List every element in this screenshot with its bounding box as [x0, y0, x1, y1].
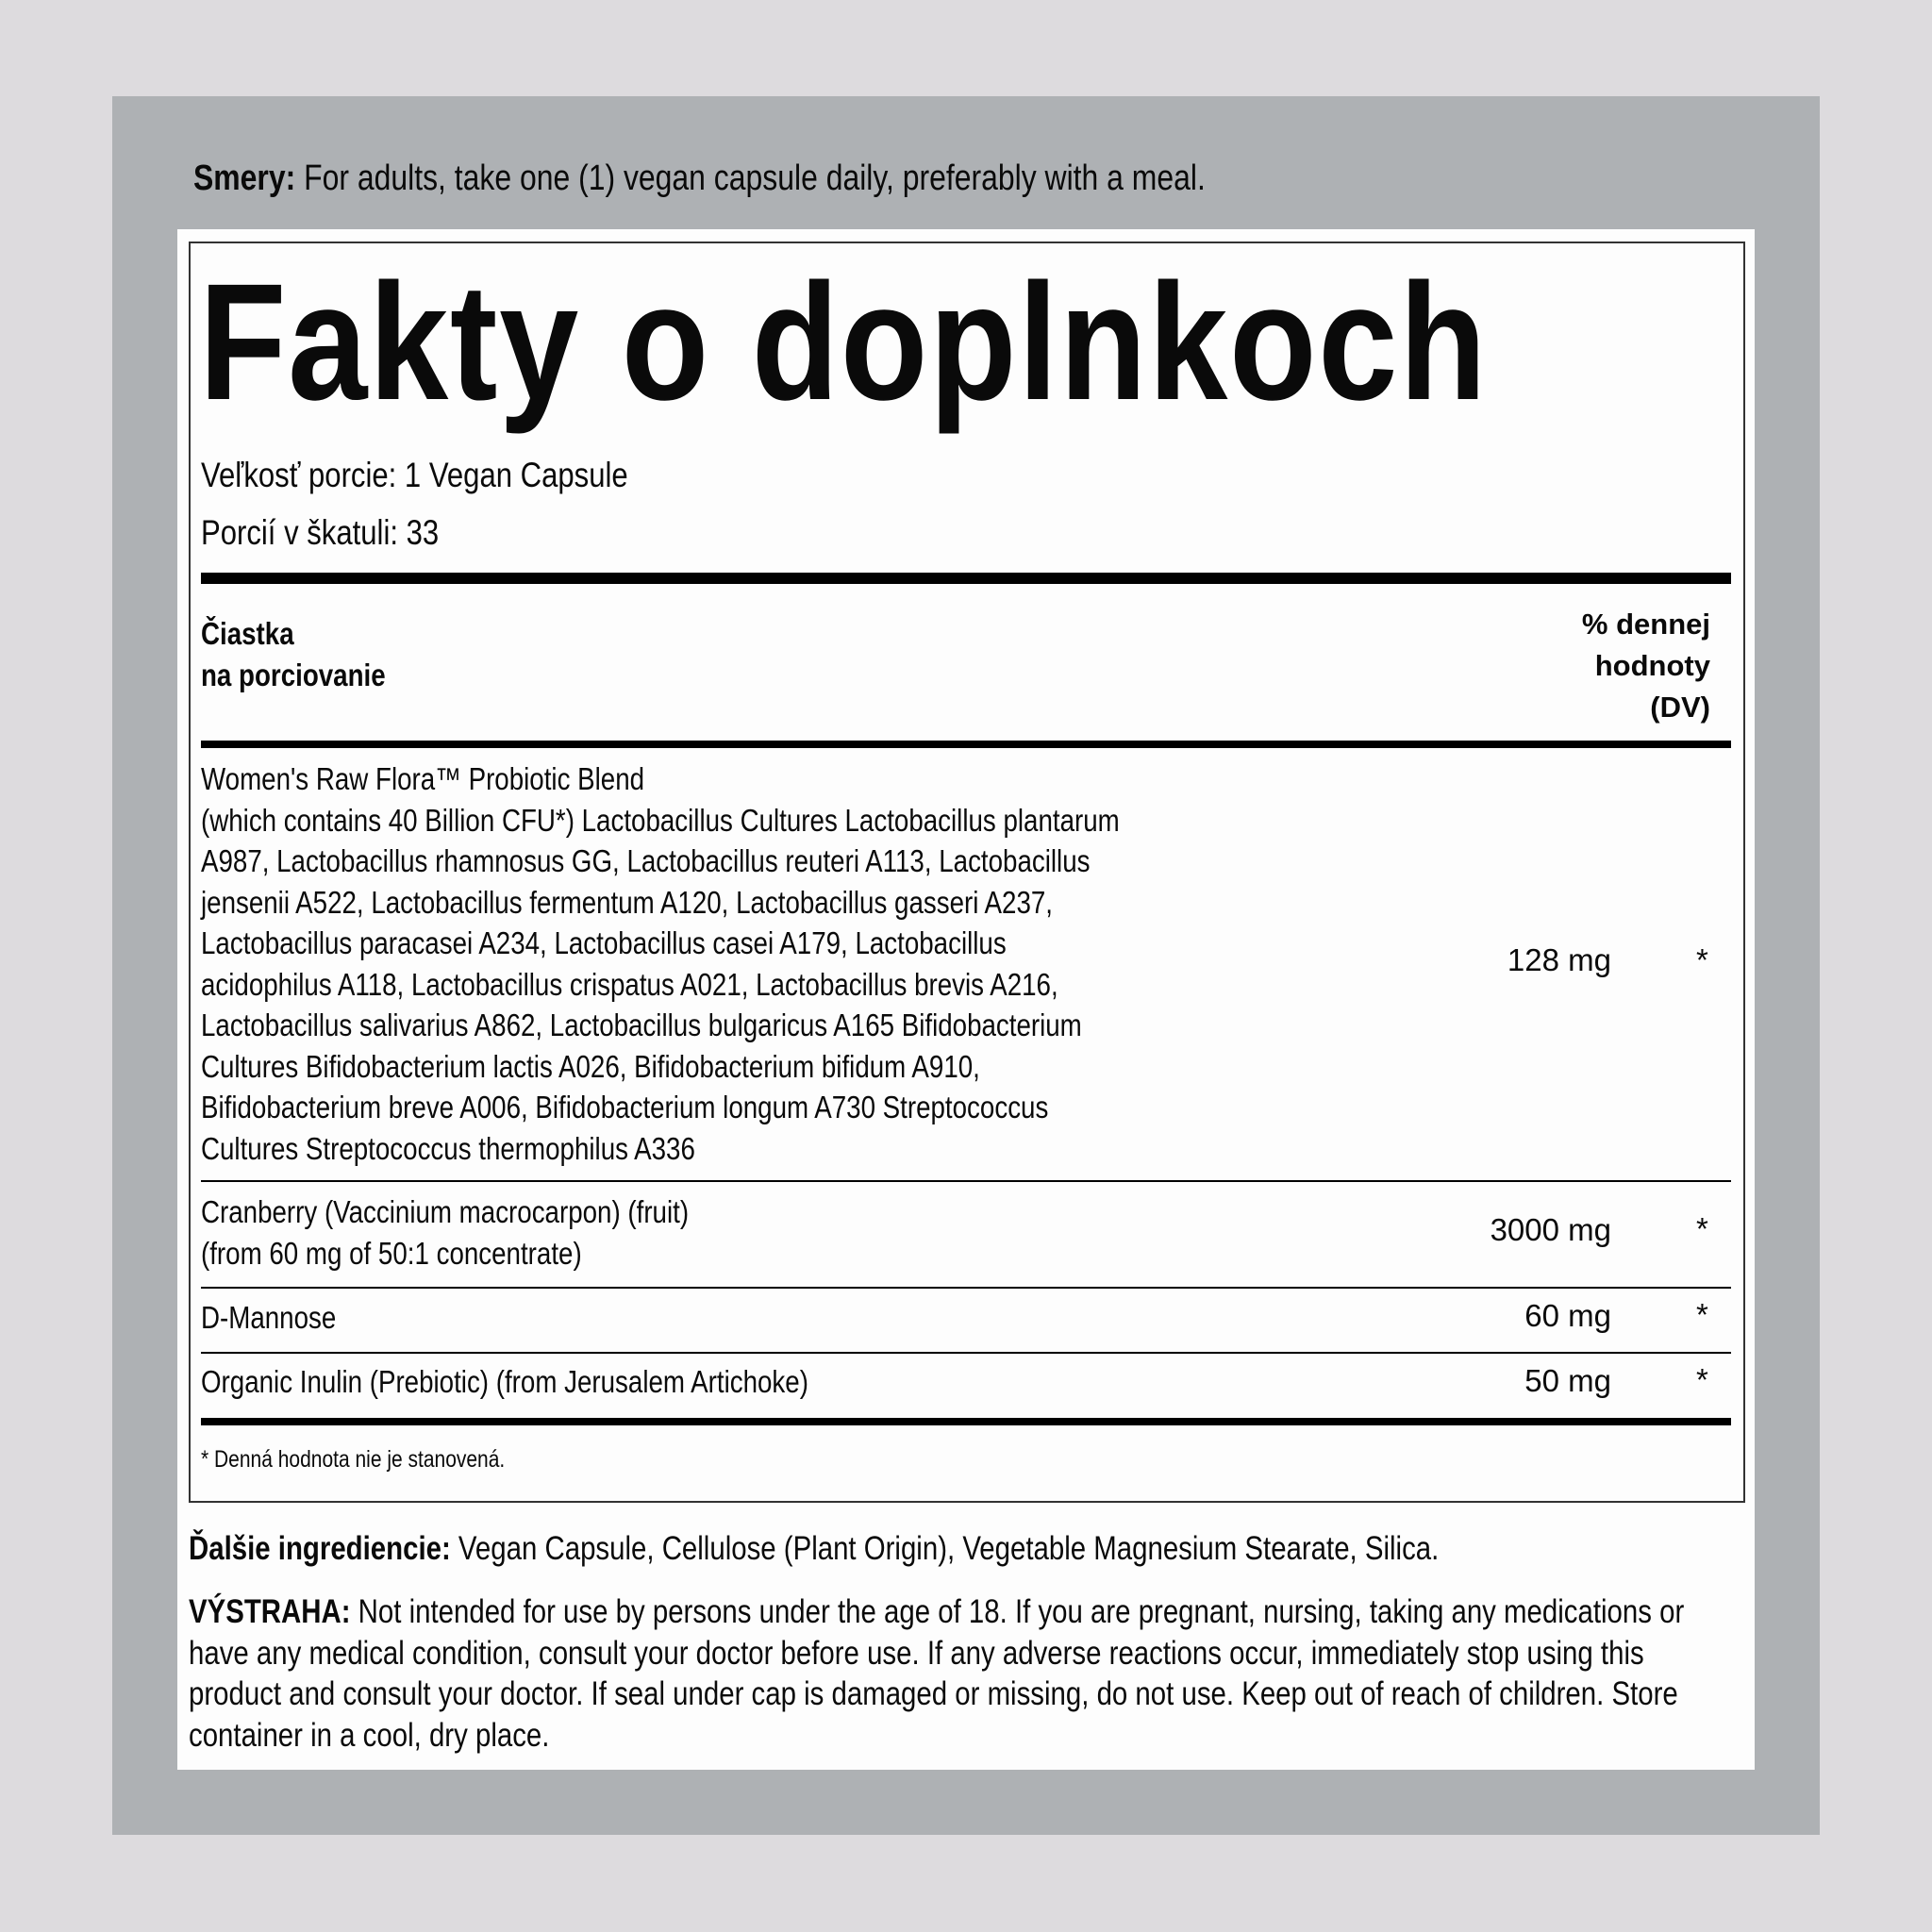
thick-divider — [201, 741, 1731, 748]
warning-line: container in a cool, dry place. — [189, 1716, 550, 1754]
ingredient-line: jensenii A522, Lactobacillus fermentum A120, Lactobacillus gasseri A237, — [201, 884, 1053, 920]
footnote: * Denná hodnota nie je stanovená. — [201, 1446, 506, 1473]
warning — [189, 1591, 1684, 1756]
row-divider — [201, 1287, 1731, 1289]
servings-per-container: Porcií v škatuli: 33 — [201, 513, 440, 552]
ingredient-line: (which contains 40 Billion CFU*) Lactobacillus Cultures Lactobacillus plantarum — [201, 802, 1120, 838]
row-divider — [201, 1352, 1731, 1354]
directions-text: For adults, take one (1) vegan capsule daily, preferably with a meal. — [295, 158, 1206, 198]
warning-line: have any medical condition, consult your doctor before use. If any adverse reactions occur, immediately stop using this — [189, 1634, 1644, 1672]
serving-size: Veľkosť porcie: 1 Vegan Capsule — [201, 456, 628, 494]
ingredient-line: Women's Raw Flora™ Probiotic Blend — [201, 761, 645, 796]
other-ingredients — [189, 1530, 1439, 1568]
ingredient-line: Cultures Streptococcus thermophilus A336 — [201, 1130, 695, 1166]
ingredient-line: Cultures Bifidobacterium lactis A026, Bifidobacterium bifidum A910, — [201, 1048, 980, 1084]
header-dv — [1582, 604, 1710, 728]
header-dv-line1: % dennej — [1581, 608, 1710, 641]
ingredient-d-mannose: D-Mannose — [201, 1300, 337, 1335]
ingredient-line: A987, Lactobacillus rhamnosus GG, Lactobacillus reuteri A113, Lactobacillus — [201, 843, 1091, 878]
amount: 50 mg — [1524, 1363, 1611, 1398]
ingredient-cranberry — [201, 1191, 689, 1274]
ingredient-line: Lactobacillus salivarius A862, Lactobacillus bulgaricus A165 Bifidobacterium — [201, 1008, 1082, 1042]
ingredient-probiotic-blend — [201, 758, 1120, 1169]
daily-value: * — [1696, 1297, 1708, 1332]
header-dv-line2: hodnoty — [1594, 649, 1710, 682]
other-ingredients-text: Vegan Capsule, Cellulose (Plant Origin), Vegetable Magnesium Stearate, Silica. — [450, 1530, 1440, 1567]
warning-line: product and consult your doctor. If seal under cap is damaged or missing, do not use. Keep out of reach of children. Store — [189, 1675, 1678, 1712]
thick-divider — [201, 573, 1731, 584]
header-amount-line2: na porciovanie — [201, 658, 386, 692]
header-amount-line1: Čiastka — [201, 616, 294, 651]
directions-label: Smery: — [193, 158, 296, 198]
header-amount — [201, 613, 386, 696]
row-divider — [201, 1180, 1731, 1182]
ingredient-line: acidophilus A118, Lactobacillus crispatus A021, Lactobacillus brevis A216, — [201, 966, 1058, 1002]
facts-title: Fakty o doplnkoch — [199, 250, 1489, 435]
daily-value: * — [1696, 942, 1708, 977]
ingredient-line: (from 60 mg of 50:1 concentrate) — [201, 1235, 582, 1271]
warning-label: VÝSTRAHA: — [189, 1593, 351, 1630]
daily-value: * — [1696, 1211, 1708, 1246]
ingredient-inulin: Organic Inulin (Prebiotic) (from Jerusalem Artichoke) — [201, 1364, 808, 1399]
amount: 128 mg — [1507, 942, 1611, 977]
directions — [193, 158, 1206, 199]
thick-divider — [201, 1418, 1731, 1425]
other-ingredients-label: Ďalšie ingrediencie: — [189, 1530, 451, 1567]
amount: 60 mg — [1524, 1298, 1611, 1333]
ingredient-line: Cranberry (Vaccinium macrocarpon) (fruit) — [201, 1194, 690, 1229]
header-dv-line3: (DV) — [1650, 691, 1710, 724]
ingredient-line: Lactobacillus paracasei A234, Lactobacillus casei A179, Lactobacillus — [201, 925, 1007, 960]
ingredient-line: Bifidobacterium breve A006, Bifidobacterium longum A730 Streptococcus — [201, 1090, 1049, 1124]
daily-value: * — [1696, 1362, 1708, 1397]
warning-line: Not intended for use by persons under the age of 18. If you are pregnant, nursing, taking any medications or — [350, 1593, 1685, 1630]
amount: 3000 mg — [1490, 1212, 1611, 1247]
